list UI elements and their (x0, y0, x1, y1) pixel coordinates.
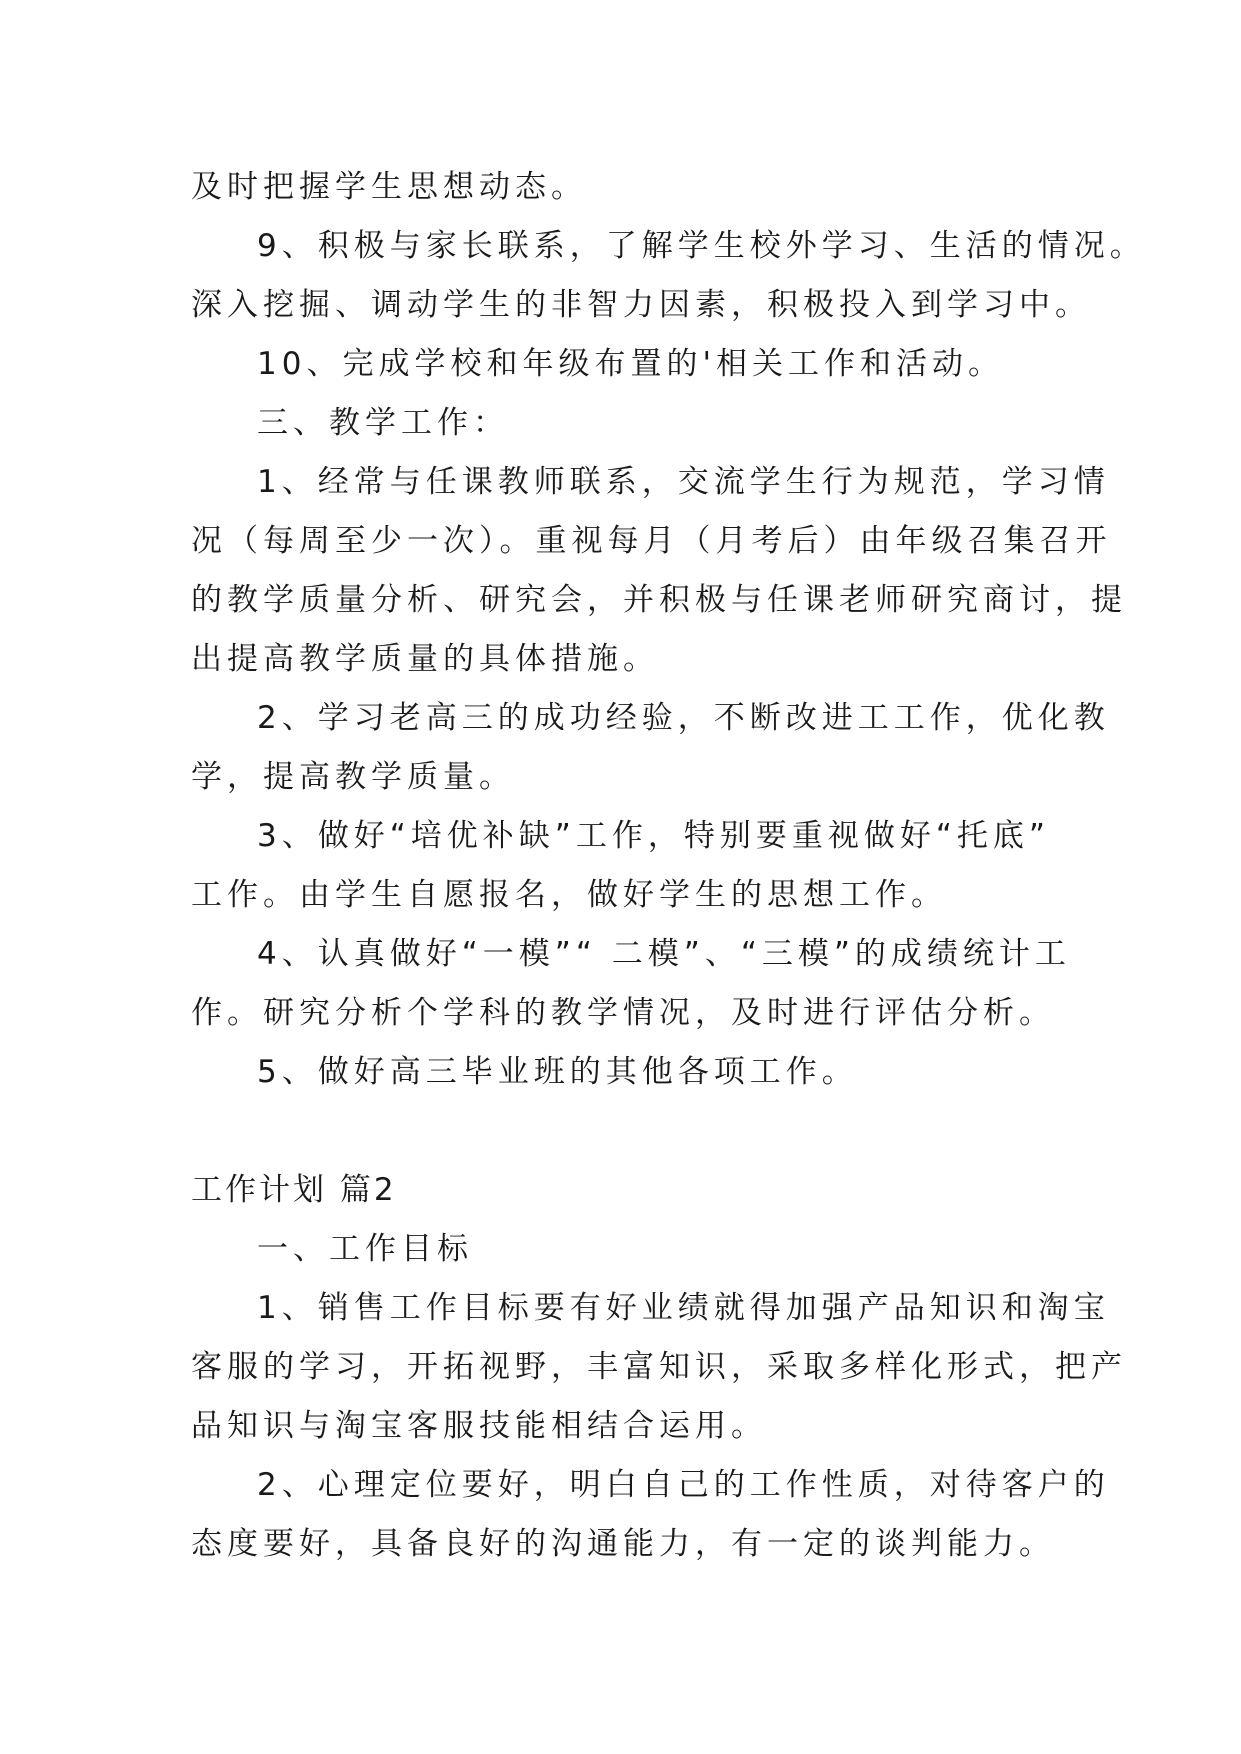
paragraph-line: 10、完成学校和年级布置的'相关工作和活动。 (257, 346, 1004, 382)
paragraph-line: 2、心理定位要好，明白自己的工作性质，对待客户的 (257, 1467, 1110, 1503)
paragraph-line: 4、认真做好“一模”“ 二模”、“三模”的成绩统计工 (257, 936, 1071, 972)
paragraph-line: 客服的学习，开拓视野，丰富知识，采取多样化形式，把产 (191, 1349, 1127, 1385)
paragraph-line: 深入挖掘、调动学生的非智力因素，积极投入到学习中。 (191, 287, 1091, 323)
paragraph-line: 5、做好高三毕业班的其他各项工作。 (257, 1054, 858, 1090)
paragraph-line: 9、积极与家长联系，了解学生校外学习、生活的情况。 (257, 228, 1146, 264)
paragraph-line: 及时把握学生思想动态。 (191, 169, 587, 205)
paragraph-line: 作。研究分析个学科的教学情况，及时进行评估分析。 (191, 995, 1055, 1031)
paragraph-line: 2、学习老高三的成功经验，不断改进工工作，优化教 (257, 700, 1110, 736)
paragraph-line: 3、做好“培优补缺”工作，特别要重视做好“托底” (257, 818, 1050, 854)
paragraph-line: 学，提高教学质量。 (191, 759, 515, 795)
paragraph-line: 的教学质量分析、研究会，并积极与任课老师研究商讨，提 (191, 582, 1127, 618)
section-heading: 一、工作目标 (257, 1231, 473, 1267)
paragraph-line: 品知识与淘宝客服技能相结合运用。 (191, 1408, 767, 1444)
paragraph-line: 工作。由学生自愿报名，做好学生的思想工作。 (191, 877, 947, 913)
paragraph-line: 况（每周至少一次）。重视每月（月考后）由年级召集召开 (191, 523, 1112, 559)
section-heading: 三、教学工作： (257, 405, 509, 441)
section-title: 工作计划 篇2 (191, 1172, 397, 1208)
paragraph-line: 出提高教学质量的具体措施。 (191, 641, 659, 677)
paragraph-line: 态度要好，具备良好的沟通能力，有一定的谈判能力。 (191, 1526, 1055, 1562)
paragraph-line: 1、经常与任课教师联系，交流学生行为规范，学习情 (257, 464, 1110, 500)
paragraph-line: 1、销售工作目标要有好业绩就得加强产品知识和淘宝 (257, 1290, 1110, 1326)
